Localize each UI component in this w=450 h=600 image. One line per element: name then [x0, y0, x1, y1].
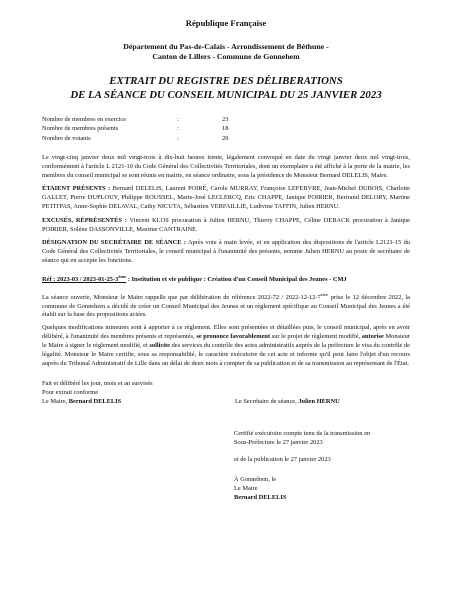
- department-heading: [42, 42, 410, 63]
- secretary-text: Après vote à main levée, et en application des dispositions de l'article L2121-15 du Code Général des Collectivités Territoriales, le conseil municipal à l'unanimité des présents, nomme Julien HERNU au poste de secrétaire de séance qui en accepte les fonctions.: [42, 239, 410, 265]
- body-2-text-b: sur le projet de règlement modifié,: [270, 333, 362, 341]
- excuses-text: Vincent KLOS procuration à Julien HERNU, Thierry CHAPPE, Céline DEBACK procuration à Janique POIRIER, Solène DASSONVILLE, Maxime CANTRAINE.: [42, 216, 410, 233]
- secretary-name: Julien HERNU: [298, 398, 340, 406]
- stats-separator: :: [177, 116, 179, 124]
- signature-row: [42, 398, 410, 407]
- extract-title-line-1: EXTRAIT DU REGISTRE DES DÉLIBERATIONS: [109, 74, 343, 87]
- extract-title-line-2: DE LA SÉANCE DU CONSEIL MUNICIPAL DU 25 JANVIER 2023: [70, 89, 382, 102]
- body-2-bold-c: sollicite: [149, 341, 170, 349]
- certification-place: À Gonnehem, le: [234, 476, 277, 484]
- body-2-bold-b: autorise: [361, 333, 384, 341]
- body-2-text-c: Monsieur le Maire à signer le règlement modifié, et: [42, 333, 410, 349]
- publication-line: et de la publication le 27 janvier 2023: [234, 455, 331, 463]
- secretary-signature: [235, 398, 410, 407]
- secretary-paragraph: [42, 239, 410, 265]
- stats-separator: :: [177, 125, 179, 133]
- certification-name: Bernard DELELIS: [234, 494, 287, 502]
- certification-line-2: Sous-Préfecture le 27 janvier 2023: [234, 438, 323, 446]
- reference-code: [42, 273, 127, 283]
- body-1-text-a: La séance ouverte, Monsieur le Maire rappelle que par délibération de référence 2022-72 / 2022-12-12-7: [42, 293, 321, 301]
- stats-separator: :: [177, 134, 179, 142]
- department-line-2: Canton de Lillers - Commune de Gonnehem: [152, 52, 300, 62]
- closing-block: [42, 380, 410, 406]
- body-1-sup: ème: [320, 291, 329, 297]
- stats-label: Nombre de membres en exercice: [42, 116, 127, 124]
- excuses-label: EXCUSÉS, RÉPRÉSENTÉS :: [42, 216, 127, 224]
- mayor-name: Bernard DELELIS: [68, 398, 122, 406]
- excuses-paragraph: [42, 217, 410, 235]
- body-paragraph-1: [42, 291, 410, 320]
- republic-heading: République Française: [185, 18, 267, 28]
- mayor-prefix: Le Maire,: [42, 398, 69, 406]
- stats-label: Nombre de votants: [42, 134, 91, 142]
- closing-line-1: Fait et délibéré les jour, mois et an susvisés: [42, 380, 153, 388]
- stats-row: [42, 124, 282, 133]
- body-paragraph-2: [42, 324, 410, 368]
- mayor-signature: [42, 398, 121, 407]
- certification-block: [234, 430, 410, 503]
- present-text: Bernard DELELIS, Laurent POIRÉ, Carole MURRAY, Françoise LEFEBVRE, Jean-Michel DUBOIS, Charlotte GALLET, Pierre DUPLOUY, Philippe ROUSSEL, Marie-José LECLERCQ, Eric CHAPPE, Janique POIRIER, Bertrand DELORY, Martine PETITPAS, Anne-Sophie DELAVAL, Cathy NICUTA, Sébastien VERFAILLIE, Ludivine TAFFIN, Julien HERNU.: [42, 185, 410, 210]
- body-2-text-d: des services du contrôle des actes administratifs auprès de la préfecture le visa du contrôle de légalité. Monsieur le Maire certifie, sous sa responsabilité, le caractère exécutoire de cet acte et informe qu'il peut faire l'objet d'un recours auprès du Tribunal Administratif de Lille dans un délai de deux mois à compter de sa publication et de sa transmission au représentant de l'État.: [42, 341, 410, 367]
- closing-line-2: Pour extrait conforme: [42, 389, 99, 397]
- body-2-bold-a: se prononce favorablement: [196, 333, 271, 341]
- reference-title: : Institution et vie publique : Création d'un Conseil Municipal des Jeunes - CMJ: [126, 275, 347, 283]
- department-line-1: Département du Pas-de-Calais - Arrondissement de Béthune -: [123, 41, 329, 51]
- reference-code-text: Réf : 2023-03 / 2023-01-25-3: [42, 275, 119, 283]
- certification-title: Le Maire: [234, 485, 258, 493]
- stats-label: Nombre de membres présents: [42, 125, 119, 133]
- stats-value: 23: [222, 116, 229, 124]
- present-label: ÉTAIENT PRÉSENTS :: [42, 185, 111, 193]
- reference-line: [42, 273, 410, 285]
- members-stats-table: [42, 115, 282, 143]
- stats-row: [42, 134, 282, 143]
- stats-value: 20: [222, 134, 229, 142]
- stats-row: [42, 115, 282, 124]
- certification-line-1: Certifié exécutoire compte tenu de la transmission en: [234, 429, 371, 437]
- secretary-prefix: Le Secrétaire de séance,: [235, 398, 299, 406]
- reference-code-sup: ème: [118, 273, 127, 279]
- stats-value: 18: [222, 125, 229, 133]
- secretary-label: DÉSIGNATION DU SECRÉTAIRE DE SÉANCE :: [42, 239, 186, 247]
- intro-paragraph: Le vingt-cinq janvier deux mil vingt-trois à dix-huit heures trente, légalement convoqué en date du vingt janvier deux mil vingt-trois, conformément à l'article L 2121-10 du Code Général des Collectivités Territoriales, dont un exemplaire a été affiché à la porte de la mairie, les membres du conseil municipal se sont réunis en mairie, en séance ordinaire, sous la présidence de Monsieur Bernard DELELIS, Maire.: [42, 153, 410, 179]
- body-2-text-a: Quelques modifications mineures sont à apporter à ce règlement. Elles sont présentées et détaillées puis, le conseil municipal, après en avoir délibéré, à l'unanimité des membres présents et représentés,: [42, 324, 410, 341]
- body-1-text-b: prise le 12 décembre 2022, la commune de Gonnehem a décidé de créer un Conseil Municipal des Jeunes et un règlement spécifique au Conseil Municipal des Jeunes a été établi sur la base des propositions actées.: [42, 293, 410, 319]
- extract-title: [42, 74, 410, 103]
- present-paragraph: [42, 185, 410, 211]
